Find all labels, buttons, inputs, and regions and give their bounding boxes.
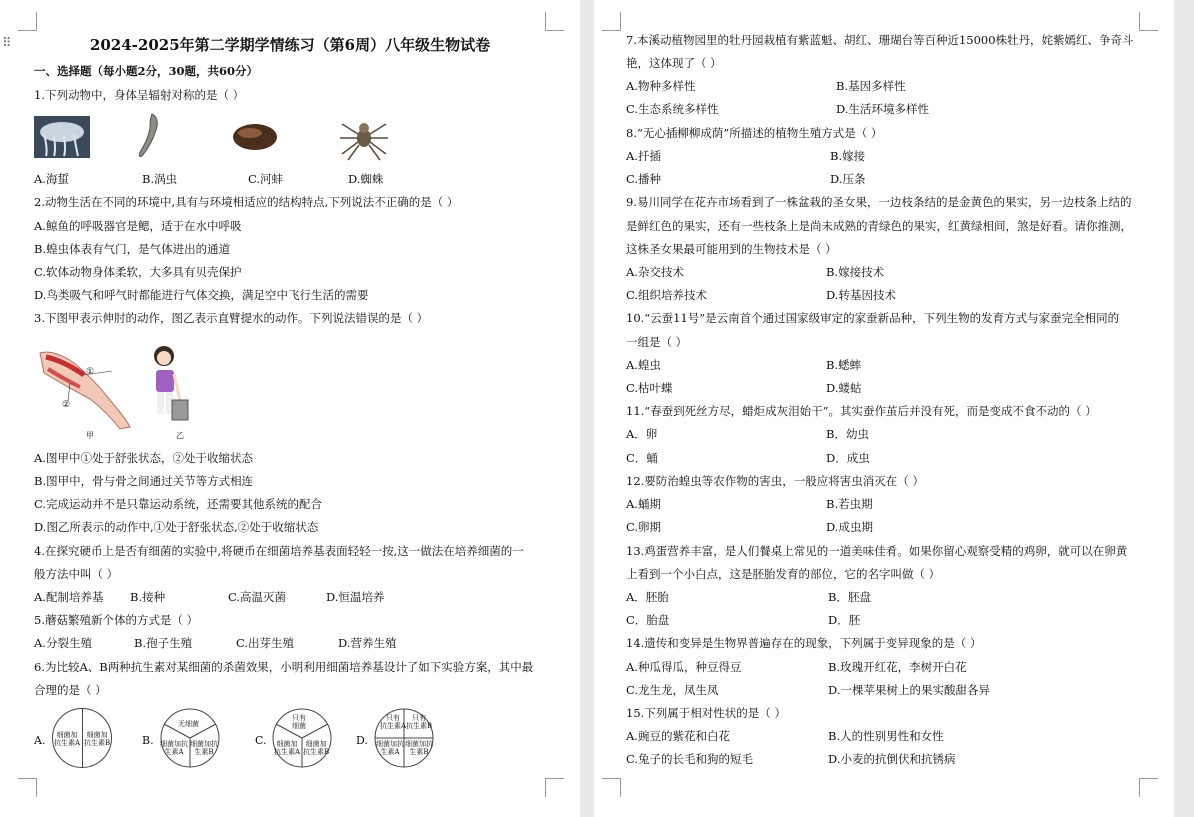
q2-option-c[interactable]: C.软体动物身体柔软，大多具有贝壳保护 bbox=[34, 265, 242, 279]
q2-option-d[interactable]: D.鸟类吸气和呼气时都能进行气体交换，满足空中飞行生活的需要 bbox=[34, 288, 369, 302]
label-1: ① bbox=[86, 367, 95, 377]
q15-option-b[interactable]: B.人的性别男性和女性 bbox=[828, 729, 944, 743]
q1-stem: 1.下列动物中，身体呈辐射对称的是（ ） bbox=[34, 88, 245, 102]
dish-a-left-label: 细菌加 抗生素A bbox=[54, 731, 81, 747]
dish-a-right-label: 细菌加 抗生素B bbox=[84, 731, 111, 747]
q9-stem-line3: 这株圣女果最可能用到的生物技术是（ ） bbox=[626, 242, 837, 256]
q4-stem-line1: 4.在探究硬币上是否有细菌的实验中,将硬币在细菌培养基表面轻轻一按,这一做法在培养细菌的一 bbox=[34, 544, 524, 558]
drag-handle-icon[interactable]: ⠿ bbox=[2, 36, 12, 51]
caption-yi: 乙 bbox=[176, 431, 184, 440]
q10-stem-line2: 一组是（ ） bbox=[626, 335, 688, 349]
q1-option-c[interactable]: C.河蚌 bbox=[248, 172, 284, 186]
q11-option-d[interactable]: D．成虫 bbox=[826, 451, 870, 465]
petri-dish-a bbox=[52, 708, 112, 768]
q1-option-a[interactable]: A.海蜇 bbox=[34, 172, 69, 186]
arm-muscle-diagram bbox=[34, 345, 134, 431]
crop-mark bbox=[602, 778, 621, 797]
q7-stem-line1: 7.本溪动植物园里的牡丹园栽植有紫蓝魁、胡红、珊瑚台等百种近15000株牡丹，姹紫嫣红、争奇斗 bbox=[626, 33, 1134, 47]
q15-stem: 15.下列属于相对性状的是（ ） bbox=[626, 706, 786, 720]
q7-stem-line2: 艳，这体现了（ ） bbox=[626, 56, 722, 70]
q2-stem: 2.动物生活在不同的环境中,具有与环境相适应的结构特点,下列说法不正确的是（ ） bbox=[34, 195, 459, 209]
dish-b-left-label: 细菌加抗 生素A bbox=[160, 740, 188, 756]
q8-option-c[interactable]: C.播种 bbox=[626, 172, 662, 186]
q14-stem: 14.遗传和变异是生物界普遍存在的现象，下列属于变异现象的是（ ） bbox=[626, 636, 982, 650]
q4-option-d[interactable]: D.恒温培养 bbox=[326, 590, 385, 604]
q5-option-b[interactable]: B.孢子生殖 bbox=[134, 636, 193, 650]
flatworm-image bbox=[130, 110, 170, 160]
crop-mark bbox=[18, 12, 37, 31]
q10-stem-line1: 10.“云蚕11号”是云南首个通过国家级审定的家蚕新品种，下列生物的发育方式与家蚕完全相同的 bbox=[626, 311, 1120, 325]
q4-stem-line2: 般方法中叫（ ） bbox=[34, 567, 119, 581]
q14-option-d[interactable]: D.一棵苹果树上的果实酸甜各异 bbox=[828, 683, 990, 697]
dish-d-bottom-left-label: 细菌加抗 生素A bbox=[376, 740, 404, 756]
crop-mark bbox=[602, 12, 621, 31]
q11-option-c[interactable]: C．蛹 bbox=[626, 451, 658, 465]
q3-option-d[interactable]: D.图乙所表示的动作中,①处于舒张状态,②处于收缩状态 bbox=[34, 520, 319, 534]
dish-d-top-right-label: 只有 抗生素B bbox=[406, 714, 433, 730]
crop-mark bbox=[18, 778, 37, 797]
q13-option-b[interactable]: B．胚盘 bbox=[828, 590, 871, 604]
q8-option-a[interactable]: A.扦插 bbox=[626, 149, 661, 163]
q3-stem: 3.下图甲表示伸肘的动作，图乙表示直臂提水的动作。下列说法错误的是（ ） bbox=[34, 311, 429, 325]
dish-c-top-label: 只有 细菌 bbox=[292, 714, 306, 730]
q4-option-c[interactable]: C.高温灭菌 bbox=[228, 590, 287, 604]
q1-option-d[interactable]: D.蜘蛛 bbox=[348, 172, 384, 186]
dish-d-bottom-right-label: 细菌加抗 生素B bbox=[405, 740, 433, 756]
q3-option-b[interactable]: B.图甲中，骨与骨之间通过关节等方式相连 bbox=[34, 474, 254, 488]
q9-option-b[interactable]: B.嫁接技术 bbox=[826, 265, 885, 279]
q4-option-a[interactable]: A.配制培养基 bbox=[34, 590, 104, 604]
q6-stem-line1: 6.为比较A、B两种抗生素对某细菌的杀菌效果，小明利用细菌培养基设计了如下实验方案，其中最 bbox=[34, 660, 534, 674]
q7-option-d[interactable]: D.生活环境多样性 bbox=[836, 102, 929, 116]
q13-option-a[interactable]: A．胚胎 bbox=[626, 590, 669, 604]
q8-option-b[interactable]: B.嫁接 bbox=[830, 149, 866, 163]
crop-mark bbox=[545, 12, 564, 31]
crop-mark bbox=[1139, 778, 1158, 797]
dish-b-right-label: 细菌加抗 生素B bbox=[190, 740, 218, 756]
q8-stem: 8.“无心插柳柳成荫”所描述的植物生殖方式是（ ） bbox=[626, 126, 883, 140]
girl-lifting-bucket-image bbox=[142, 342, 196, 426]
dish-b-top-label: 无细菌 bbox=[178, 720, 199, 728]
q6-option-c[interactable]: C. bbox=[255, 734, 267, 747]
q15-option-c[interactable]: C.兔子的长毛和狗的短毛 bbox=[626, 752, 754, 766]
q9-stem-line1: 9.易川同学在花卉市场看到了一株盆栽的圣女果，一边枝条结的是金黄色的果实，另一边枝条上结的 bbox=[626, 195, 1132, 209]
q6-option-d[interactable]: D. bbox=[356, 734, 368, 747]
q12-option-c[interactable]: C.卵期 bbox=[626, 520, 662, 534]
crop-mark bbox=[545, 778, 564, 797]
q7-option-b[interactable]: B.基因多样性 bbox=[836, 79, 906, 93]
q6-stem-line2: 合理的是（ ） bbox=[34, 683, 107, 697]
q10-option-a[interactable]: A.蝗虫 bbox=[626, 358, 661, 372]
q13-stem-line1: 13.鸡蛋营养丰富，是人们餐桌上常见的一道美味佳肴。如果你留心观察受精的鸡卵，就可以在卵黄 bbox=[626, 544, 1128, 558]
q10-option-c[interactable]: C.枯叶蝶 bbox=[626, 381, 673, 395]
q11-stem: 11.“春蚕到死丝方尽，蜡炬成灰泪始干”。其实蚕作茧后并没有死，而是变成不食不动的（ ） bbox=[626, 404, 1097, 418]
q10-option-d[interactable]: D.蝼蛄 bbox=[826, 381, 862, 395]
label-2: ② bbox=[62, 400, 71, 410]
exam-title: 2024-2025年第二学期学情练习（第6周）八年级生物试卷 bbox=[89, 36, 491, 54]
spider-image bbox=[336, 110, 392, 162]
q12-option-a[interactable]: A.蛹期 bbox=[626, 497, 661, 511]
q5-option-d[interactable]: D.营养生殖 bbox=[338, 636, 397, 650]
q11-option-b[interactable]: B．幼虫 bbox=[826, 427, 869, 441]
q3-option-c[interactable]: C.完成运动并不是只靠运动系统，还需要其他系统的配合 bbox=[34, 497, 323, 511]
crop-mark bbox=[1139, 12, 1158, 31]
q7-option-a[interactable]: A.物种多样性 bbox=[626, 79, 696, 93]
dish-d-top-left-label: 只有 抗生素A bbox=[380, 714, 407, 730]
q3-option-a[interactable]: A.图甲中①处于舒张状态，②处于收缩状态 bbox=[34, 451, 253, 465]
document-page-2 bbox=[594, 0, 1174, 817]
q14-option-a[interactable]: A.种瓜得瓜，种豆得豆 bbox=[626, 660, 742, 674]
q12-stem: 12.要防治蝗虫等农作物的害虫，一般应将害虫消灭在（ ） bbox=[626, 474, 924, 488]
q9-option-a[interactable]: A.杂交技术 bbox=[626, 265, 684, 279]
q5-option-c[interactable]: C.出芽生殖 bbox=[236, 636, 295, 650]
q11-option-a[interactable]: A．卵 bbox=[626, 427, 658, 441]
q13-stem-line2: 上看到一个小白点，这是胚胎发育的部位，它的名字叫做（ ） bbox=[626, 567, 941, 581]
q14-option-b[interactable]: B.玫瑰开红花，李树开白花 bbox=[828, 660, 967, 674]
section-heading: 一、选择题（每小题2分，30题，共60分） bbox=[34, 64, 259, 78]
q15-option-a[interactable]: A.豌豆的紫花和白花 bbox=[626, 729, 730, 743]
dish-c-right-label: 细菌加 抗生素B bbox=[303, 740, 330, 756]
q10-option-b[interactable]: B.蟋蟀 bbox=[826, 358, 862, 372]
q13-option-d[interactable]: D．胚 bbox=[828, 613, 861, 627]
q13-option-c[interactable]: C．胎盘 bbox=[626, 613, 670, 627]
q12-option-d[interactable]: D.成虫期 bbox=[826, 520, 873, 534]
mussel-image bbox=[230, 120, 280, 154]
q9-stem-line2: 是鲜红色的果实，还有一些枝条上是尚未成熟的青绿色的果实，红黄绿相间，煞是好看。请你推测， bbox=[626, 219, 1132, 233]
q8-option-d[interactable]: D.压条 bbox=[830, 172, 866, 186]
q12-option-b[interactable]: B.若虫期 bbox=[826, 497, 873, 511]
q2-option-a[interactable]: A.鲸鱼的呼吸器官是鳃，适于在水中呼吸 bbox=[34, 219, 242, 233]
q5-option-a[interactable]: A.分裂生殖 bbox=[34, 636, 92, 650]
q9-option-c[interactable]: C.组织培养技术 bbox=[626, 288, 708, 302]
petri-dish-b-lines bbox=[160, 708, 220, 768]
q15-option-d[interactable]: D.小麦的抗倒伏和抗锈病 bbox=[828, 752, 956, 766]
jellyfish-image bbox=[34, 116, 90, 158]
q5-stem: 5.蘑菇繁殖新个体的方式是（ ） bbox=[34, 613, 199, 627]
document-page-1 bbox=[0, 0, 580, 817]
dish-c-left-label: 细菌加 抗生素A bbox=[274, 740, 301, 756]
caption-jia: 甲 bbox=[86, 431, 94, 440]
q6-option-a[interactable]: A. bbox=[34, 734, 46, 747]
q14-option-c[interactable]: C.龙生龙，凤生凤 bbox=[626, 683, 719, 697]
q4-option-b[interactable]: B.接种 bbox=[130, 590, 166, 604]
q1-option-b[interactable]: B.涡虫 bbox=[142, 172, 178, 186]
q9-option-d[interactable]: D.转基因技术 bbox=[826, 288, 896, 302]
q6-option-b[interactable]: B. bbox=[142, 734, 154, 747]
q2-option-b[interactable]: B.蝗虫体表有气门，是气体进出的通道 bbox=[34, 242, 231, 256]
q7-option-c[interactable]: C.生态系统多样性 bbox=[626, 102, 719, 116]
